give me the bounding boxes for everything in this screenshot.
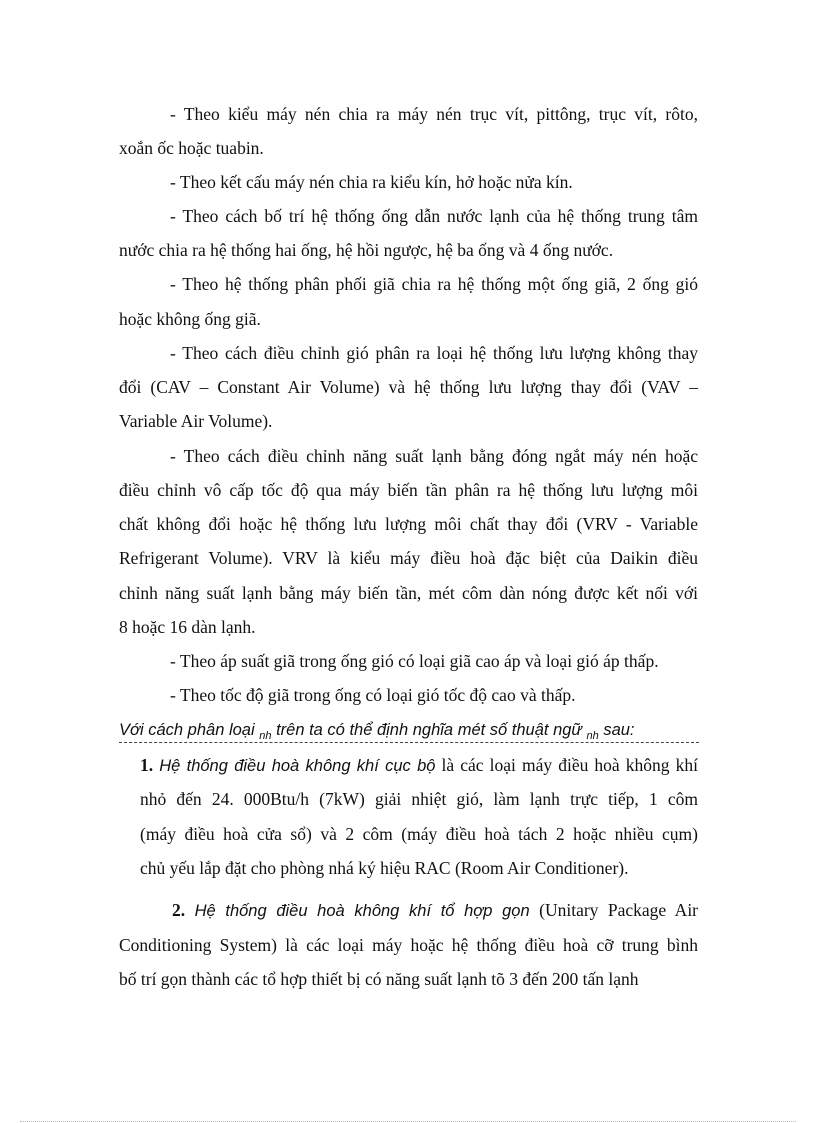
intro-underline (119, 742, 699, 743)
item-2-line-3: bố trí gọn thành các tổ hợp thiết bị có năng suất lạnh tõ 3 đến 200 tấn lạnh (119, 969, 639, 989)
paragraph-8-line-1: - Theo tốc độ giã trong ống có loại gió tốc độ cao và thấp. (170, 685, 576, 705)
paragraph-6-line-3: chất không đổi hoặc hệ thống lưu lượng môi chất thay đổi (VRV - Variable (119, 514, 698, 534)
item-2-title: Hệ thống điều hoà không khí tổ hợp gọn (194, 902, 530, 920)
intro-line (119, 721, 635, 742)
intro-subscript-1: nh (259, 730, 272, 742)
intro-part-2: trên ta có thể định nghĩa mét số thuật ngữ (271, 721, 587, 739)
paragraph-5-line-1: - Theo cách điều chỉnh gió phân ra loại hệ thống lưu lượng không thay (170, 343, 698, 363)
page-bottom-divider (20, 1121, 796, 1122)
item-1-rest: là các loại máy điều hoà không khí (435, 755, 698, 775)
paragraph-6-line-5: chỉnh năng suất lạnh bằng máy biến tần, mét côm dàn nóng được kết nối với (119, 583, 698, 603)
paragraph-3-line-1: - Theo cách bố trí hệ thống ống dẫn nước lạnh của hệ thống trung tâm (170, 206, 698, 226)
paragraph-4-line-1: - Theo hệ thống phân phối giã chia ra hệ thống một ống giã, 2 ống gió (170, 274, 698, 294)
paragraph-6-line-4: Refrigerant Volume). VRV là kiểu máy điều hoà đặc biệt của Daikin điều (119, 548, 698, 568)
item-2-line-2: Conditioning System) là các loại máy hoặc hệ thống điều hoà cỡ trung bình (119, 935, 698, 955)
paragraph-5-line-2: đổi (CAV – Constant Air Volume) và hệ thống lưu lượng thay đổi (VAV – (119, 377, 698, 397)
paragraph-6-line-2: điều chỉnh vô cấp tốc độ qua máy biến tần phân ra hệ thống lưu lượng môi (119, 480, 698, 500)
paragraph-1-line-1: - Theo kiểu máy nén chia ra máy nén trục vít, pittông, trục vít, rôto, (170, 104, 698, 124)
item-2-rest: (Unitary Package Air (529, 900, 699, 920)
intro-subscript-2: nh (586, 730, 599, 742)
item-1-line-3: (máy điều hoà cửa sổ) và 2 côm (máy điều hoà tách 2 hoặc nhiều cụm) (140, 824, 698, 844)
item-2-line-1 (172, 902, 698, 920)
paragraph-6-line-6: 8 hoặc 16 dàn lạnh. (119, 617, 256, 637)
item-1-title: Hệ thống điều hoà không khí cục bộ (159, 757, 436, 775)
paragraph-1-line-2: xoắn ốc hoặc tuabin. (119, 138, 264, 158)
item-2-number: 2. (172, 900, 186, 920)
item-1-line-1 (140, 757, 698, 775)
intro-part-3: sau: (598, 721, 635, 739)
item-1-number: 1. (140, 755, 154, 775)
paragraph-6-line-1: - Theo cách điều chỉnh năng suất lạnh bằng đóng ngắt máy nén hoặc (170, 446, 698, 466)
paragraph-3-line-2: nước chia ra hệ thống hai ống, hệ hồi ngược, hệ ba ống và 4 ống nước. (119, 240, 614, 260)
paragraph-7-line-1: - Theo áp suất giã trong ống gió có loại giã cao áp và loại gió áp thấp. (170, 651, 659, 671)
item-1-line-2: nhỏ đến 24. 000Btu/h (7kW) giải nhiệt gió, làm lạnh trực tiếp, 1 côm (140, 789, 698, 809)
paragraph-5-line-3: Variable Air Volume). (119, 411, 273, 431)
paragraph-2-line-1: - Theo kết cấu máy nén chia ra kiểu kín, hở hoặc nửa kín. (170, 172, 573, 192)
intro-part-1: Với cách phân loại (119, 721, 260, 739)
paragraph-4-line-2: hoặc không ống giã. (119, 309, 261, 329)
item-1-line-4: chủ yếu lắp đặt cho phòng nhá ký hiệu RAC (Room Air Conditioner). (140, 858, 629, 878)
